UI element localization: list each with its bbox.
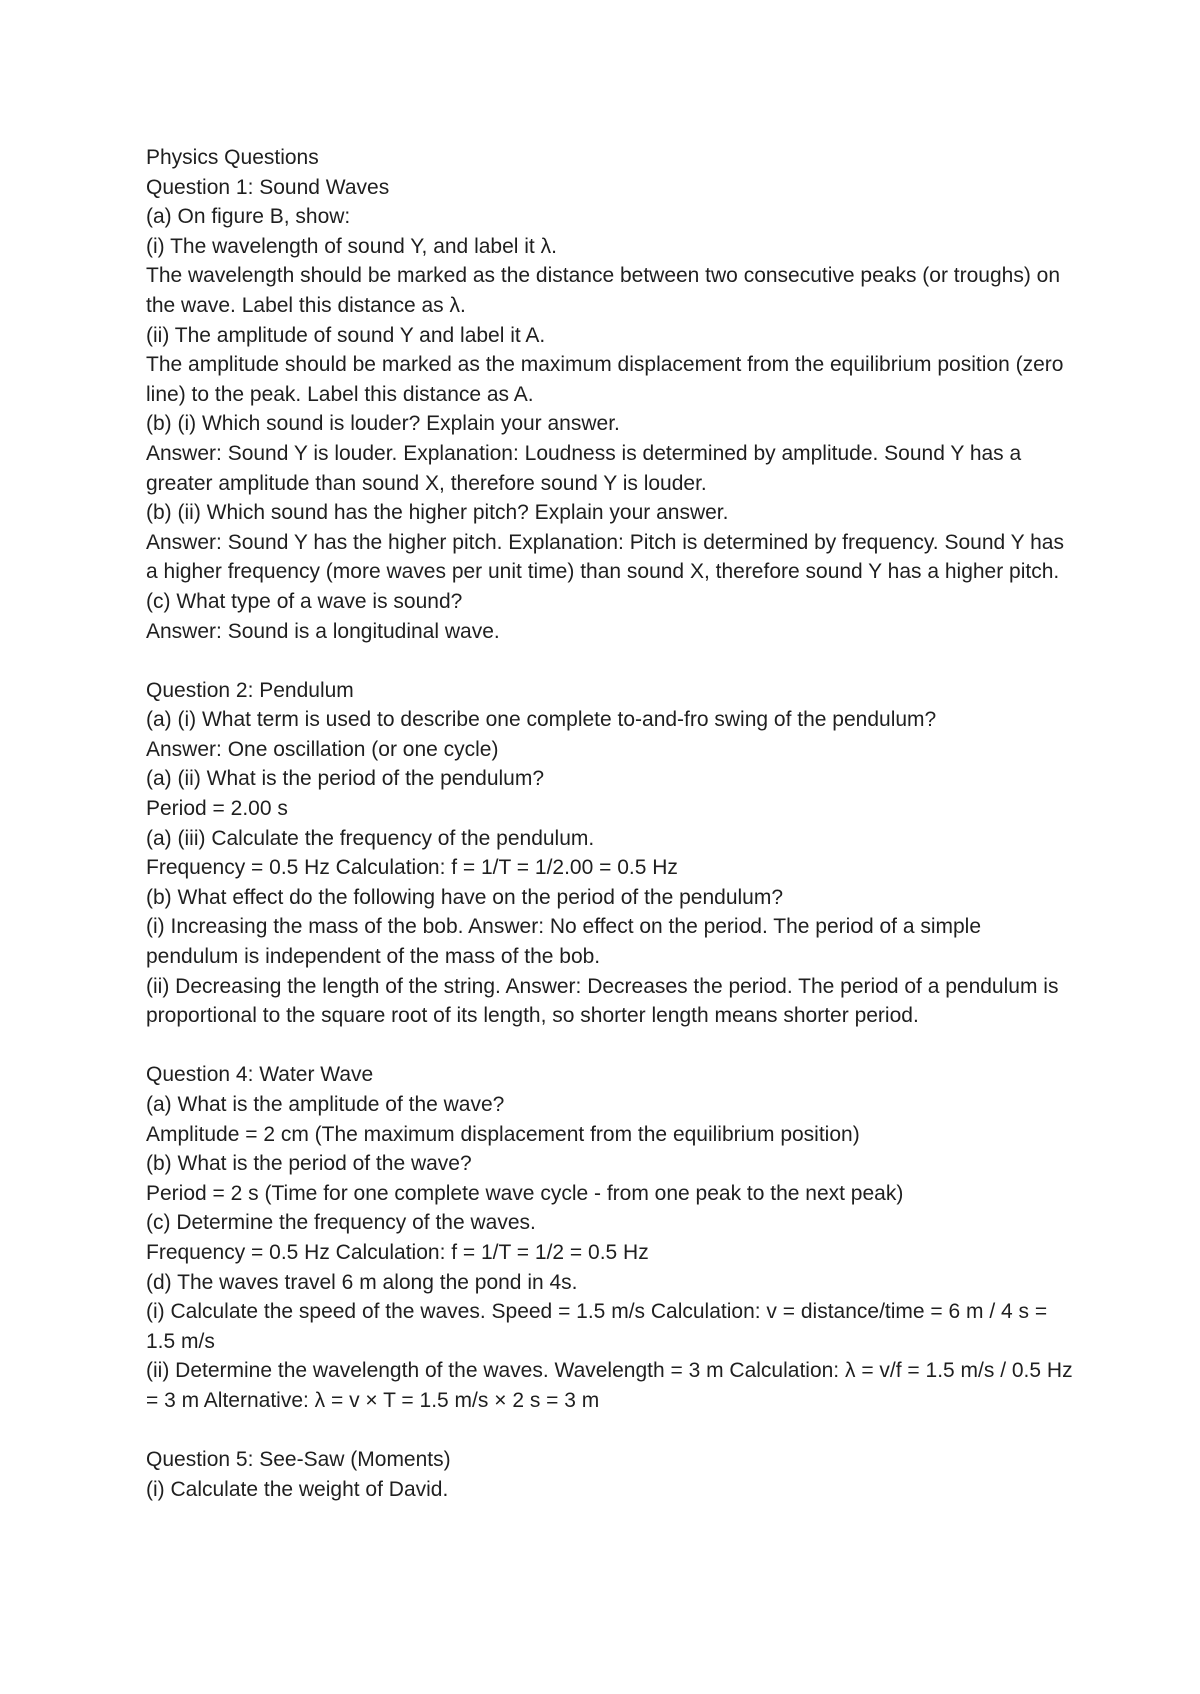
text-line: (c) Determine the frequency of the waves.	[146, 1211, 536, 1235]
text-line: The wavelength should be marked as the distance between two consecutive peaks (or troughs) on the wave. Label this distance as λ.	[146, 264, 1061, 317]
document-title: Physics Questions	[146, 146, 319, 169]
text-line: (a) (ii) What is the period of the pendulum?	[146, 767, 545, 791]
text-line: (ii) Determine the wavelength of the waves. Wavelength = 3 m Calculation: λ = v/f = 1.5 m/s / 0.5 Hz = 3 m Alternative: λ = v × T = 1.5 m/s × 2 s = 3 m	[146, 1359, 1073, 1412]
section-spacer	[146, 1416, 1076, 1446]
text-line: (a) On figure B, show:	[146, 205, 351, 229]
section-heading: Question 4: Water Wave	[146, 1063, 374, 1087]
document-body	[146, 143, 1076, 1504]
text-line: (i) Increasing the mass of the bob. Answer: No effect on the period. The period of a simple pendulum is independent of the mass of the bob.	[146, 915, 982, 969]
text-line: (b) What is the period of the wave?	[146, 1152, 472, 1176]
section-heading: Question 2: Pendulum	[146, 678, 354, 702]
text-line: (i) The wavelength of sound Y, and label it λ.	[146, 234, 557, 258]
text-line: (i) Calculate the weight of David.	[146, 1477, 449, 1501]
text-line: (a) (iii) Calculate the frequency of the pendulum.	[146, 826, 595, 850]
text-line: (i) Calculate the speed of the waves. Speed = 1.5 m/s Calculation: v = distance/time = 6 m / 4 s = 1.5 m/s	[146, 1300, 1048, 1353]
text-line: (ii) The amplitude of sound Y and label it A.	[146, 323, 546, 347]
section-heading: Question 5: See-Saw (Moments)	[146, 1448, 451, 1472]
text-line: Period = 2.00 s	[146, 797, 288, 821]
text-line: (b) (ii) Which sound has the higher pitch? Explain your answer.	[146, 501, 729, 525]
text-line: (ii) Decreasing the length of the string. Answer: Decreases the period. The period of a pendulum is proportional to the square root of its length, so shorter length means shorter period.	[146, 974, 1059, 1028]
section-spacer	[146, 1031, 1076, 1061]
text-line: Answer: Sound Y has the higher pitch. Explanation: Pitch is determined by frequency. Sound Y has a higher frequency (more waves per unit time) than sound X, therefore sound Y has a higher pitch.	[146, 530, 1064, 584]
text-line: Frequency = 0.5 Hz Calculation: f = 1/T = 1/2 = 0.5 Hz	[146, 1240, 649, 1264]
text-line: (a) What is the amplitude of the wave?	[146, 1093, 505, 1116]
text-line: (c) What type of a wave is sound?	[146, 589, 463, 613]
text-line: Answer: Sound Y is louder. Explanation: Loudness is determined by amplitude. Sound Y has a greater amplitude than sound X, therefore sound Y is louder.	[146, 441, 1022, 495]
text-line: (b) (i) Which sound is louder? Explain your answer.	[146, 412, 620, 436]
text-line: (b) What effect do the following have on the period of the pendulum?	[146, 885, 784, 909]
text-line: Answer: One oscillation (or one cycle)	[146, 737, 499, 761]
text-line: Frequency = 0.5 Hz Calculation: f = 1/T = 1/2.00 = 0.5 Hz	[146, 856, 678, 880]
text-line: (d) The waves travel 6 m along the pond in 4s.	[146, 1270, 578, 1294]
section-spacer	[146, 646, 1076, 676]
text-line: The amplitude should be marked as the maximum displacement from the equilibrium position (zero line) to the peak. Label this distance as A.	[146, 353, 1064, 406]
text-line: (a) (i) What term is used to describe one complete to-and-fro swing of the pendulum?	[146, 708, 937, 732]
section-heading: Question 1: Sound Waves	[146, 175, 390, 199]
text-line: Amplitude = 2 cm (The maximum displacement from the equilibrium position)	[146, 1122, 860, 1146]
text-line: Answer: Sound is a longitudinal wave.	[146, 619, 500, 643]
text-line: Period = 2 s (Time for one complete wave cycle - from one peak to the next peak)	[146, 1181, 904, 1205]
